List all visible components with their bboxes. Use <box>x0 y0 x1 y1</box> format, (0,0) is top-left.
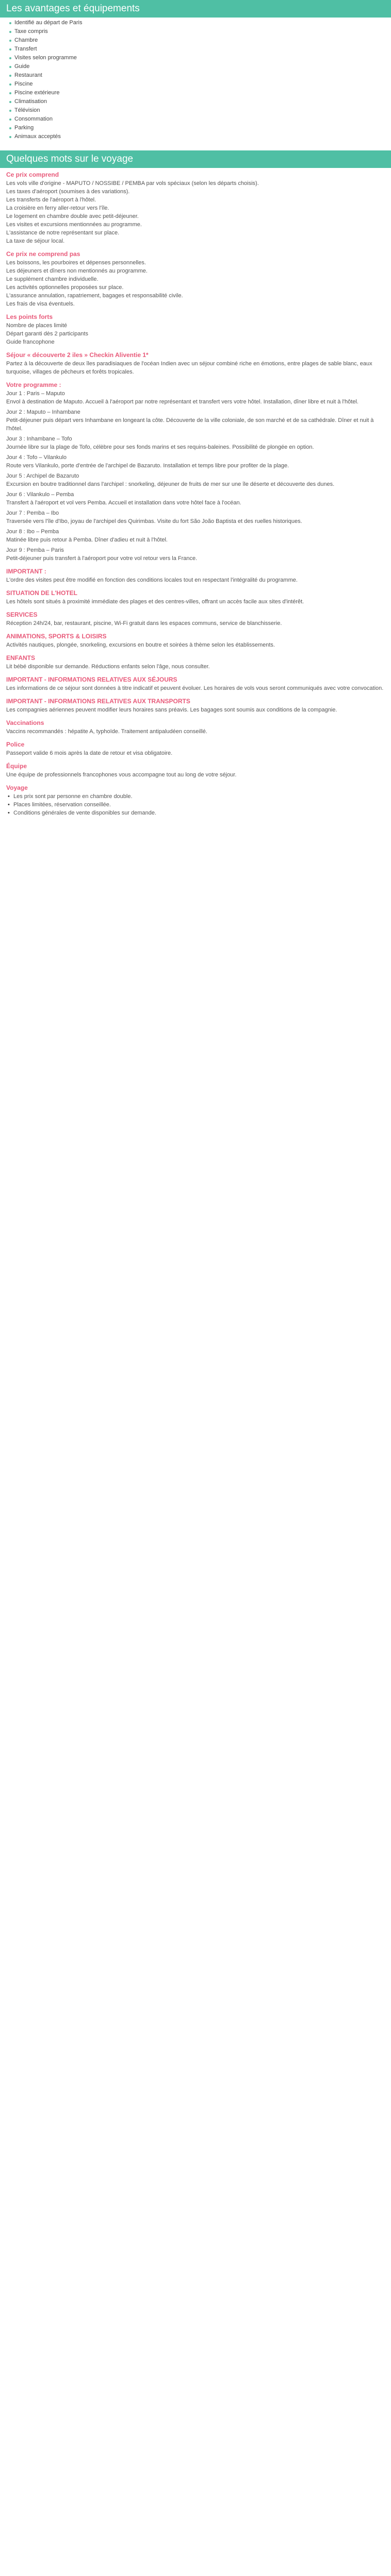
subheader-services: SERVICES <box>6 611 38 618</box>
day-block <box>6 528 385 544</box>
day-block <box>6 453 385 470</box>
subheader-comprend: Ce prix comprend <box>6 171 59 178</box>
day-block <box>6 490 385 507</box>
list-item: Restaurant <box>9 71 385 80</box>
vaccinations-text: Vaccins recommandés : hépatite A, typhoïde. Traitement antipaludéen conseillé. <box>6 728 207 735</box>
day-text: Journée libre sur la plage de Tofo, célèbre pour ses fonds marins et ses requins-baleines. Possibilité de plongée en option. <box>6 444 314 450</box>
day-label: Jour 7 : Pemba – Ibo <box>6 510 59 516</box>
list-item: Parking <box>9 124 385 132</box>
day-text: Envol à destination de Maputo. Accueil à l'aéroport par notre représentant et transfert vers votre hôtel. Installation, dîner libre et nuit à l'hôtel. <box>6 399 359 405</box>
forts-text <box>6 321 385 346</box>
list-item: Identifié au départ de Paris <box>9 19 385 27</box>
day-block <box>6 546 385 563</box>
infos-sejours-text: Les informations de ce séjour sont données à titre indicatif et peuvent évoluer. Les horaires de vols vous seront communiqués avec votre convocation. <box>6 685 384 691</box>
list-item: Climatisation <box>9 97 385 106</box>
text-line: Les vols ville d'origine - MAPUTO / NOSSIBE / PEMBA par vols spéciaux (selon les départs choisis). <box>6 180 259 187</box>
situation-text: Les hôtels sont situés à proximité immédiate des plages et des centres-villes, offrant un accès facile aux sites d'intérêt. <box>6 599 304 605</box>
subheader-situation: SITUATION DE L'HOTEL <box>6 589 77 597</box>
subheader-noncomprend: Ce prix ne comprend pas <box>6 250 80 258</box>
text-line: Les visites et excursions mentionnées au programme. <box>6 222 142 228</box>
list-item: Chambre <box>9 36 385 45</box>
day-text: Traversée vers l'île d'Ibo, joyau de l'archipel des Quirimbas. Visite du fort São João Baptista et des ruelles historiques. <box>6 518 302 524</box>
section-header-savoir: Quelques mots sur le voyage <box>0 150 391 168</box>
subheader-infos-sejours: IMPORTANT - INFORMATIONS RELATIVES AUX SÉJOURS <box>6 676 177 683</box>
day-block <box>6 509 385 526</box>
subheader-important: IMPORTANT : <box>6 568 46 575</box>
subheader-animations: ANIMATIONS, SPORTS & LOISIRS <box>6 633 107 640</box>
subheader-infos-transports: IMPORTANT - INFORMATIONS RELATIVES AUX TRANSPORTS <box>6 698 190 705</box>
text-line: La taxe de séjour local. <box>6 238 65 244</box>
list-item: Piscine extérieure <box>9 89 385 97</box>
day-label: Jour 9 : Pemba – Paris <box>6 547 64 553</box>
day-text: Transfert à l'aéroport et vol vers Pemba. Accueil et installation dans votre hôtel face à l'océan. <box>6 500 241 506</box>
subheader-programme: Votre programme : <box>6 381 61 388</box>
day-block <box>6 408 385 433</box>
text-line: La croisière en ferry aller-retour vers l'île. <box>6 205 109 211</box>
day-label: Jour 6 : Vilankulo – Pemba <box>6 492 74 498</box>
day-label: Jour 1 : Paris – Maputo <box>6 391 65 397</box>
day-text: Petit-déjeuner puis départ vers Inhambane en longeant la côte. Découverte de la ville coloniale, de son marché et de sa cathédrale. Dîner et nuit à l'hôtel. <box>6 417 374 432</box>
text-line: L'assistance de notre représentant sur place. <box>6 230 120 236</box>
text-line: Les activités optionnelles proposées sur place. <box>6 284 124 291</box>
day-label: Jour 2 : Maputo – Inhambane <box>6 409 80 415</box>
list-item: Guide <box>9 62 385 71</box>
list-item: Visites selon programme <box>9 54 385 62</box>
list-item: • Places limitées, réservation conseillée. <box>6 801 385 809</box>
voyage-list <box>6 792 385 817</box>
day-text: Route vers Vilankulo, porte d'entrée de l'archipel de Bazaruto. Installation et temps libre pour profiter de la plage. <box>6 463 289 469</box>
day-label: Jour 5 : Archipel de Bazaruto <box>6 473 79 479</box>
subheader-vaccinations: Vaccinations <box>6 719 44 726</box>
important-text: L'ordre des visites peut être modifié en fonction des conditions locales tout en respectant l'intégralité du programme. <box>6 577 298 583</box>
section-header-avantages: Les avantages et équipements <box>0 0 391 18</box>
services-text: Réception 24h/24, bar, restaurant, piscine, Wi-Fi gratuit dans les espaces communs, service de blanchisserie. <box>6 620 282 626</box>
list-item: Piscine <box>9 80 385 89</box>
infos-transports-text: Les compagnies aériennes peuvent modifier leurs horaires sans préavis. Les bagages sont soumis aux conditions de la compagnie. <box>6 707 337 713</box>
list-item: Animaux acceptés <box>9 132 385 141</box>
text-line: Le logement en chambre double avec petit-déjeuner. <box>6 213 139 219</box>
subheader-voyage: Voyage <box>6 784 28 791</box>
list-item: Taxe compris <box>9 27 385 36</box>
day-text: Petit-déjeuner puis transfert à l'aéroport pour votre vol retour vers la France. <box>6 555 198 562</box>
day-block <box>6 389 385 406</box>
list-item: Consommation <box>9 115 385 124</box>
subheader-equipe: Équipe <box>6 762 27 770</box>
day-text: Excursion en boutre traditionnel dans l'archipel : snorkeling, déjeuner de fruits de mer sur une île déserte et découverte des dunes. <box>6 481 335 487</box>
subheader-forts: Les points forts <box>6 313 53 320</box>
day-block <box>6 472 385 488</box>
comprend-text <box>6 179 385 245</box>
day-block <box>6 435 385 451</box>
text-line: Guide francophone <box>6 339 55 345</box>
itineraire-intro: Partez à la découverte de deux îles paradisiaques de l'océan Indien avec un séjour combiné riche en émotions, entre plages de sable blanc, eaux turquoise, villages de pêcheurs et forêts tropicales. <box>6 361 372 375</box>
equipe-text: Une équipe de professionnels francophones vous accompagne tout au long de votre séjour. <box>6 772 237 778</box>
enfants-text: Lit bébé disponible sur demande. Réductions enfants selon l'âge, nous consulter. <box>6 664 210 670</box>
text-line: Le supplément chambre individuelle. <box>6 276 99 282</box>
subheader-enfants: ENFANTS <box>6 654 36 662</box>
avantages-list <box>9 19 385 141</box>
text-line: Les transferts de l'aéroport à l'hôtel. <box>6 197 96 203</box>
text-line: Les frais de visa éventuels. <box>6 301 75 307</box>
text-line: Les déjeuners et dîners non mentionnés au programme. <box>6 268 148 274</box>
list-item: • Les prix sont par personne en chambre double. <box>6 792 385 801</box>
noncomprend-text <box>6 259 385 308</box>
day-label: Jour 8 : Ibo – Pemba <box>6 529 59 535</box>
police-text: Passeport valide 6 mois après la date de retour et visa obligatoire. <box>6 750 173 756</box>
day-text: Matinée libre puis retour à Pemba. Dîner d'adieu et nuit à l'hôtel. <box>6 537 168 543</box>
list-item: Transfert <box>9 45 385 54</box>
text-line: Départ garanti dès 2 participants <box>6 331 88 337</box>
animations-text: Activités nautiques, plongée, snorkeling, excursions en boutre et soirées à thème selon les établissements. <box>6 642 275 648</box>
text-line: Les boissons, les pourboires et dépenses personnelles. <box>6 260 146 266</box>
day-label: Jour 4 : Tofo – Vilankulo <box>6 454 67 461</box>
list-item: Télévision <box>9 106 385 115</box>
list-item: • Conditions générales de vente disponibles sur demande. <box>6 809 385 817</box>
text-line: Les taxes d'aéroport (soumises à des variations). <box>6 189 130 195</box>
text-line: L'assurance annulation, rapatriement, bagages et responsabilité civile. <box>6 293 183 299</box>
subheader-police: Police <box>6 741 25 748</box>
day-label: Jour 3 : Inhambane – Tofo <box>6 436 72 442</box>
subheader-itineraire: Séjour « découverte 2 iles » Checkin Aliventie 1* <box>6 351 149 359</box>
program-days <box>6 389 385 563</box>
text-line: Nombre de places limité <box>6 323 67 329</box>
